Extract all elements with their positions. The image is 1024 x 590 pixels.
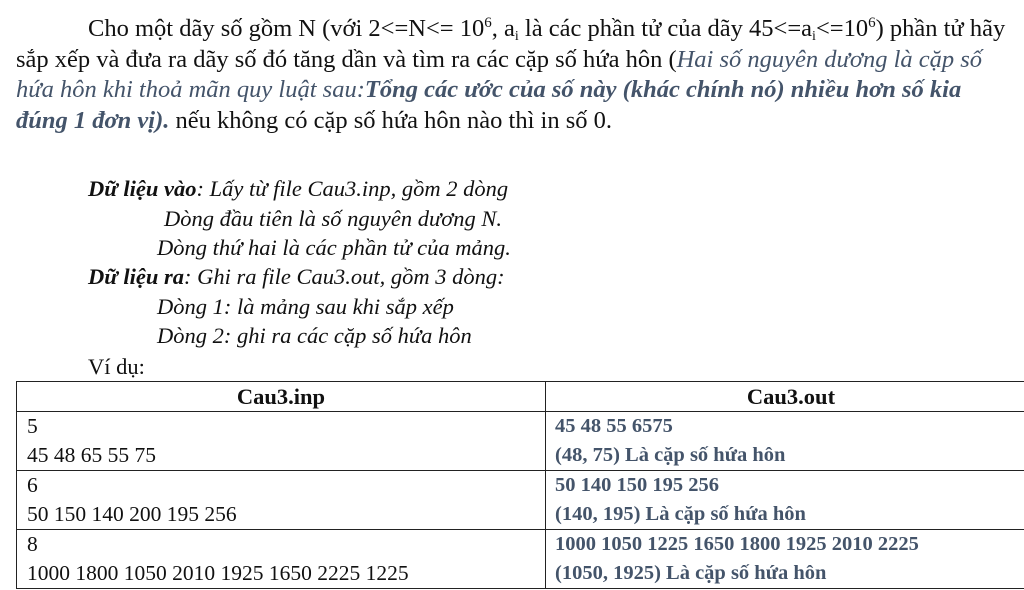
input-spec-line1: Dòng đầu tiên là số nguyên dương N. bbox=[164, 206, 503, 231]
output-spec-text: : Ghi ra file Cau3.out, gồm 3 dòng: bbox=[184, 264, 505, 289]
output-cell bbox=[546, 471, 1024, 530]
header-output-file: Cau3.out bbox=[546, 382, 1024, 412]
subscript: i bbox=[514, 29, 519, 44]
problem-text-part8: nếu không có cặp số hứa hôn nào thì in số 0. bbox=[169, 106, 613, 134]
definition-bold-italic: Tổng các ước của số này (khác chính nó) nhiều hơn số kia đúng 1 đơn vị). bbox=[16, 76, 962, 134]
input-cell bbox=[17, 530, 546, 589]
output-pairs: (1050, 1925) Là cặp số hứa hôn bbox=[555, 562, 827, 584]
header-input-file: Cau3.inp bbox=[17, 382, 546, 412]
input-spec-line2: Dòng thứ hai là các phần tử của mảng. bbox=[157, 235, 511, 260]
output-sorted: 50 140 150 195 256 bbox=[555, 474, 719, 496]
problem-text-part3: là các phần tử của dãy 45<=a bbox=[518, 15, 813, 42]
output-pairs: (48, 75) Là cặp số hứa hôn bbox=[555, 444, 786, 466]
table-row bbox=[17, 412, 1024, 471]
output-spec-line2: Dòng 2: ghi ra các cặp số hứa hôn bbox=[157, 323, 472, 348]
input-n: 6 bbox=[27, 473, 38, 497]
subscript: i bbox=[812, 29, 816, 44]
input-spec bbox=[88, 176, 508, 202]
example-label: Ví dụ: bbox=[88, 354, 145, 379]
output-spec bbox=[88, 264, 505, 290]
exponent: 6 bbox=[484, 15, 492, 31]
exponent: 6 bbox=[868, 15, 876, 31]
output-cell bbox=[546, 530, 1024, 589]
input-spec-text: : Lấy từ file Cau3.inp, gồm 2 dòng bbox=[196, 176, 509, 201]
output-spec-label: Dữ liệu ra bbox=[88, 264, 184, 289]
table-row bbox=[17, 530, 1024, 589]
input-n: 5 bbox=[27, 414, 38, 438]
problem-text-part2: , a bbox=[491, 15, 515, 42]
problem-statement bbox=[16, 14, 1006, 136]
input-array: 50 150 140 200 195 256 bbox=[27, 502, 237, 526]
input-spec-label: Dữ liệu vào bbox=[88, 176, 197, 201]
problem-text-part5: ) phần tử hãy sắp xếp và đưa ra dãy số đó tăng dần và tìm ra các cặp số hứa hôn ( bbox=[16, 15, 1006, 73]
example-table bbox=[16, 381, 1024, 589]
output-sorted: 45 48 55 6575 bbox=[555, 415, 673, 437]
table-row bbox=[17, 471, 1024, 530]
output-sorted: 1000 1050 1225 1650 1800 1925 2010 2225 bbox=[555, 533, 919, 555]
table-header-row bbox=[17, 382, 1024, 412]
input-cell bbox=[17, 412, 546, 471]
output-spec-line1: Dòng 1: là mảng sau khi sắp xếp bbox=[157, 294, 454, 319]
output-cell bbox=[546, 412, 1024, 471]
input-array: 45 48 65 55 75 bbox=[27, 443, 156, 467]
input-cell bbox=[17, 471, 546, 530]
input-array: 1000 1800 1050 2010 1925 1650 2225 1225 bbox=[27, 561, 409, 585]
definition-italic: Hai số nguyên dương là cặp số hứa hôn khi thoả mãn quy luật sau: bbox=[16, 45, 983, 103]
output-pairs: (140, 195) Là cặp số hứa hôn bbox=[555, 503, 806, 525]
input-n: 8 bbox=[27, 532, 38, 556]
problem-text-part4: <=10 bbox=[815, 15, 869, 42]
problem-text-part1: Cho một dãy số gồm N (với 2<=N<= 10 bbox=[88, 15, 485, 42]
